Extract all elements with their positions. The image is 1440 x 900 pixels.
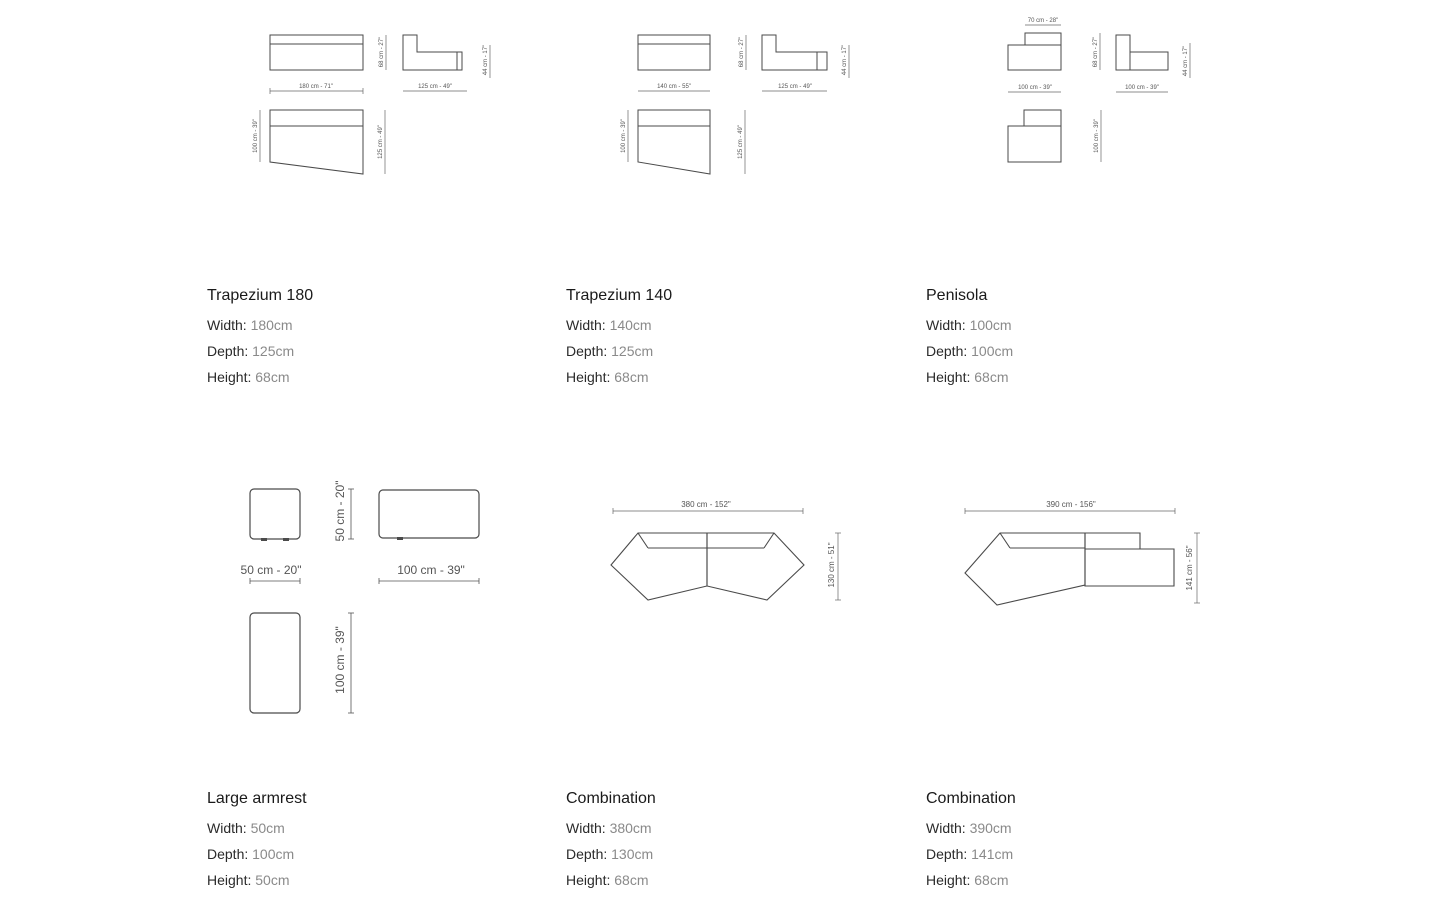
plan-view-body [270,110,363,174]
front-view-body [250,489,300,539]
dim-width: 390 cm - 156" [1046,500,1096,509]
dim-top: 70 cm - 28" [1027,18,1059,24]
spec-value: 100cm [969,317,1012,333]
spec-value: 125cm [252,343,295,359]
product-title: Trapezium 180 [207,287,314,304]
spec-value: 125cm [611,343,654,359]
spec-height [566,872,648,888]
dim-seat: 44 cm - 17" [483,44,489,76]
dim-side-depth: 125 cm - 49" [778,84,812,90]
spec-label: Height: [207,369,252,385]
spec-height [926,369,1008,385]
spec-label: Depth: [566,846,608,862]
dim-side-depth: 125 cm - 49" [418,84,452,90]
spec-label: Depth: [566,343,608,359]
spec-value: 50cm [250,820,285,836]
dim-back: 100 cm - 39" [621,119,627,153]
spec-width [207,317,293,333]
spec-label: Depth: [207,343,249,359]
spec-label: Height: [926,369,971,385]
dim-side-depth: 100 cm - 39" [397,563,465,577]
combination-380-diagram [600,490,850,610]
spec-height [207,369,289,385]
spec-depth [566,343,653,359]
spec-value: 68cm [614,369,649,385]
spec-label: Width: [926,820,966,836]
side-view-body [403,35,462,70]
dim-back: 100 cm - 39" [253,119,259,153]
spec-width [207,820,285,836]
front-view-body [1008,33,1061,70]
dim-width: 180 cm - 71" [299,84,333,90]
spec-value: 50cm [255,872,290,888]
spec-depth [207,846,294,862]
dim-seat: 44 cm - 17" [1183,45,1189,77]
penisola-drawing [990,10,1210,180]
spec-label: Width: [207,317,247,333]
dim-width: 100 cm - 39" [1018,85,1052,91]
side-view-body [379,490,479,538]
spec-label: Height: [926,872,971,888]
spec-label: Height: [566,872,611,888]
dim-depth: 130 cm - 51" [827,542,836,588]
plan-view-body [250,613,300,713]
spec-value: 68cm [974,872,1009,888]
front-view-body [270,35,363,70]
spec-label: Width: [926,317,966,333]
spec-value: 68cm [255,369,290,385]
spec-label: Width: [566,317,606,333]
spec-label: Width: [207,820,247,836]
dim-side-depth: 100 cm - 39" [1125,85,1159,91]
spec-value: 68cm [974,369,1009,385]
dim-width: 50 cm - 20" [240,563,302,577]
spec-value: 180cm [250,317,293,333]
spec-label: Depth: [926,343,968,359]
product-title: Trapezium 140 [566,287,673,304]
spec-value: 141cm [971,846,1014,862]
spec-label: Width: [566,820,606,836]
spec-label: Height: [207,872,252,888]
spec-value: 68cm [614,872,649,888]
spec-value: 100cm [971,343,1014,359]
dim-depth: 141 cm - 56" [1185,545,1194,591]
penisola-module [1085,533,1174,586]
spec-depth [566,846,653,862]
product-title: Combination [566,790,656,807]
spec-value: 380cm [609,820,652,836]
combination-380-drawing [600,490,850,610]
spec-depth [207,343,294,359]
dim-seat: 44 cm - 17" [842,44,848,76]
left-module [611,533,707,600]
dim-plan-depth: 125 cm - 49" [738,125,744,159]
spec-height [566,369,648,385]
spec-value: 100cm [252,846,295,862]
dim-width: 140 cm - 55" [657,84,691,90]
spec-label: Depth: [207,846,249,862]
spec-height [207,872,289,888]
spec-label: Depth: [926,846,968,862]
spec-width [926,317,1012,333]
dim-height: 68 cm - 27" [379,36,385,68]
plan-view-body [638,110,710,174]
trapezium-180-drawing [240,20,510,190]
dim-height: 50 cm - 20" [333,480,347,542]
trapezium-140-diagram [600,20,870,190]
spec-width [566,820,652,836]
spec-height [926,872,1008,888]
dim-plan-depth: 125 cm - 49" [378,125,384,159]
spec-depth [926,846,1013,862]
spec-label: Height: [566,369,611,385]
spec-depth [926,343,1013,359]
side-view-body [1116,35,1168,70]
left-module [965,533,1085,605]
front-view-body [638,35,710,70]
combination-390-diagram [955,490,1215,620]
penisola-diagram [990,10,1210,180]
dim-plan-depth: 100 cm - 39" [1094,119,1100,153]
large-armrest-drawing [225,470,505,730]
spec-width [926,820,1012,836]
spec-value: 140cm [609,317,652,333]
dim-plan-depth: 100 cm - 39" [333,626,347,694]
product-title: Penisola [926,287,988,304]
trapezium-180-diagram [240,20,510,190]
trapezium-140-drawing [600,20,870,190]
spec-width [566,317,652,333]
spec-value: 390cm [969,820,1012,836]
product-title: Combination [926,790,1016,807]
spec-value: 130cm [611,846,654,862]
dim-width: 380 cm - 152" [681,500,731,509]
dim-height: 68 cm - 27" [739,36,745,68]
combination-390-drawing [955,490,1215,620]
plan-view-body [1008,110,1061,162]
large-armrest-diagram [225,470,505,730]
right-module [707,533,804,600]
product-title: Large armrest [207,790,307,807]
dim-height: 68 cm - 27" [1093,36,1099,68]
